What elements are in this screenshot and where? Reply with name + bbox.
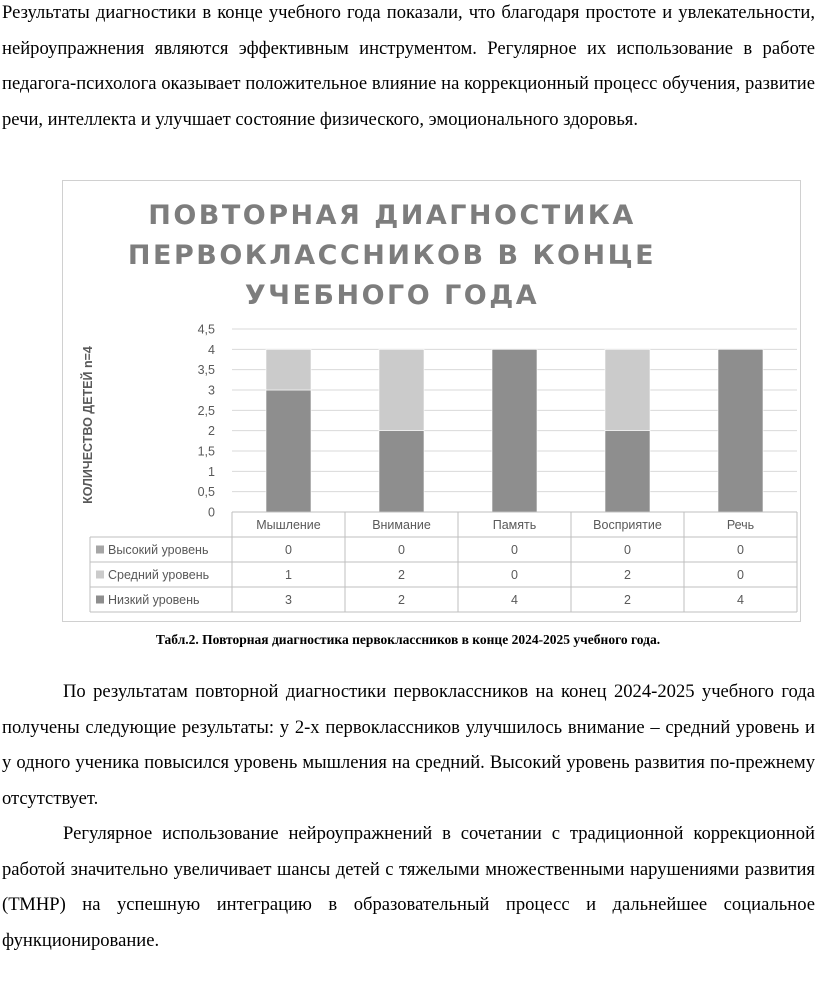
data-table-value: 2 [624, 568, 631, 582]
data-table-value: 0 [624, 543, 631, 557]
data-table-value: 2 [398, 568, 405, 582]
data-table-value: 0 [511, 543, 518, 557]
x-category-label: Речь [726, 518, 755, 532]
data-table-value: 0 [398, 543, 405, 557]
y-tick-label: 1 [208, 464, 215, 479]
data-table-value: 4 [511, 593, 518, 607]
y-tick-label: 1,5 [197, 444, 215, 459]
y-tick-label: 4,5 [197, 322, 215, 337]
legend-label: Низкий уровень [108, 593, 200, 607]
x-category-label: Мышление [256, 518, 321, 532]
data-table-value: 3 [285, 593, 292, 607]
data-table-value: 0 [511, 568, 518, 582]
data-table-value: 4 [737, 593, 744, 607]
paragraph-intro: Результаты диагностики в конце учебного года показали, что благодаря простоте и увлекательности, нейроупражнения являются эффективным инструментом. Регулярное их использование в работе педагога-психолога оказывает положительное влияние на коррекционный процесс обучения, развитие речи, интеллекта и улучшает состояние физического, эмоционального здоровья. [2, 2, 815, 130]
x-category-label: Восприятие [593, 518, 662, 532]
data-table-value: 0 [285, 543, 292, 557]
y-tick-label: 2,5 [197, 403, 215, 418]
y-tick-label: 3 [208, 383, 215, 398]
x-category-label: Внимание [372, 518, 431, 532]
y-tick-label: 2 [208, 424, 215, 439]
chart-title: ПОВТОРНАЯ ДИАГНОСТИКА ПЕРВОКЛАССНИКОВ В КОНЦЕ УЧЕБНОГО ГОДА [127, 200, 657, 311]
data-table-value: 0 [737, 543, 744, 557]
paragraph-conclusion: Регулярное использование нейроупражнений в сочетании с традиционной коррекционной работой значительно увеличивает шансы детей с тяжелыми множественными нарушениями развития (ТМНР) на успешную интеграцию в образовательный процесс и дальнейшее социальное функционирование. [2, 823, 815, 951]
table-caption: Табл.2. Повторная диагностика первоклассников в конце 2024-2025 учебного года. [155, 632, 661, 647]
x-category-label: Память [492, 518, 537, 532]
data-table-value: 2 [398, 593, 405, 607]
y-tick-label: 0,5 [197, 485, 215, 500]
chart-y-axis-label: КОЛИЧЕСТВО ДЕТЕЙ n=4 [81, 346, 95, 504]
data-table-value: 2 [624, 593, 631, 607]
y-tick-label: 3,5 [197, 363, 215, 378]
legend-label: Средний уровень [108, 568, 210, 582]
y-tick-label: 4 [208, 342, 215, 357]
y-tick-label: 0 [208, 505, 215, 520]
paragraph-results: По результатам повторной диагностики первоклассников на конец 2024-2025 учебного года получены следующие результаты: у 2-х первоклассников улучшилось внимание – средний уровень и у одного ученика повысился уровень мышления на средний. Высокий уровень развития по-прежнему отсутствует. [2, 681, 815, 809]
data-table-value: 0 [737, 568, 744, 582]
data-table-value: 1 [285, 568, 292, 582]
legend-label: Высокий уровень [108, 543, 209, 557]
